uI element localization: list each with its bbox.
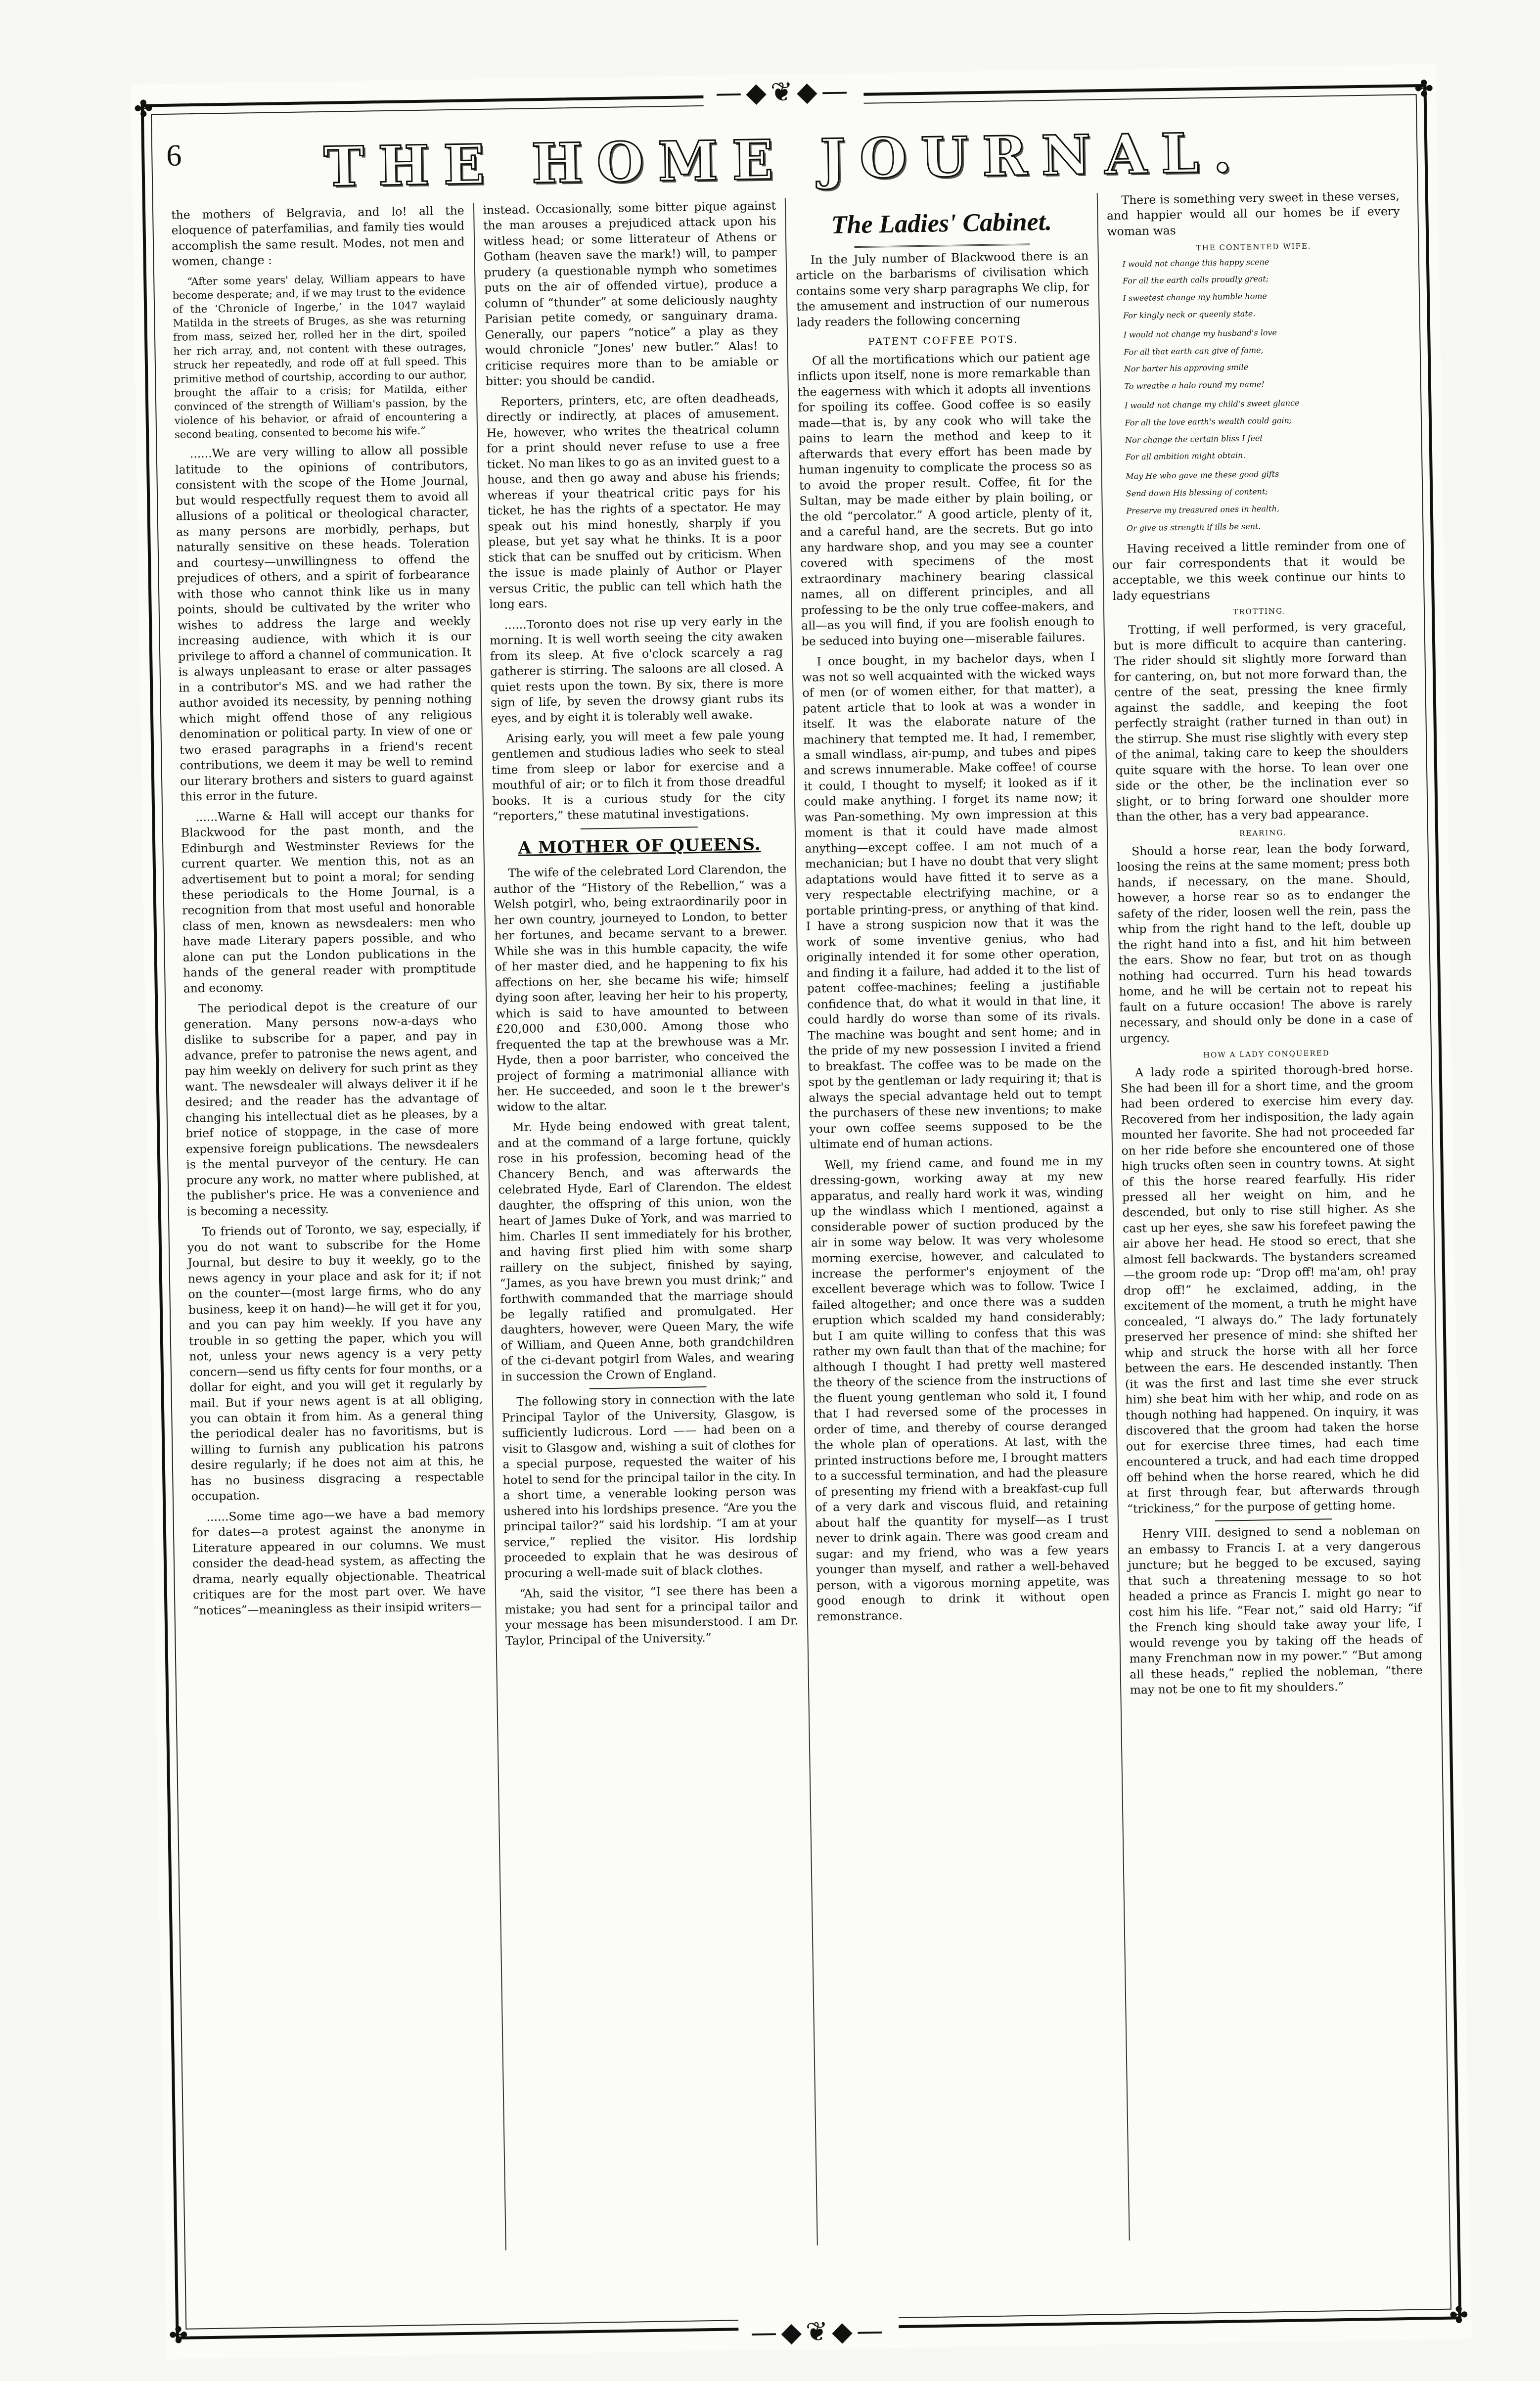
- paragraph: In the July number of Blackwood there is an article on the barbarisms of civilisation which contains some very sharp paragraphs We clip, for the amusement and instruction of our numerous lady readers the following concerning: [796, 248, 1089, 329]
- subheading: TROTTING.: [1233, 606, 1286, 617]
- corner-ornament-icon: ✤: [1414, 75, 1434, 102]
- section-divider: [581, 826, 698, 829]
- article-heading: A MOTHER OF QUEENS.: [518, 834, 761, 858]
- top-ornament-icon: —◆❦◆—: [703, 75, 864, 109]
- verse-line: May He who gave me these good gifts: [1126, 469, 1279, 481]
- verse-line: Nor barter his approving smile: [1124, 362, 1249, 374]
- paragraph: To friends out of Toronto, we say, especially, if you do not want to subscribe for the Home Journal, but desire to buy it weekly, go to the news agency in your place and ask for it; if not on the counter—(most large firms, who do any business, keep it on hand)—he will get it for you, and you can pay him weekly. If you have any trouble in so getting the paper, which you will not, unless your news agency is a very petty concern—send us fifty cents for four months, or a dollar for eight, and you will get it regularly by mail. But if your news agent is at all obliging, you can obtain it from him. As a general thing the periodical dealer has no favoritisms, but is willing to furnish any publication his patrons desire regularly; if he does not aim at this, he has no business disgracing a respectable occupation.: [187, 1220, 485, 1504]
- verse-line: For all the love earth's wealth could gain;: [1125, 415, 1292, 428]
- column-4: [1097, 188, 1440, 2240]
- section-divider: [1215, 1518, 1332, 1521]
- section-title: The Ladies' Cabinet.: [831, 207, 1052, 239]
- verse-line: Or give us strength if ills be sent.: [1126, 521, 1261, 533]
- corner-ornament-icon: ✤: [134, 95, 153, 122]
- subheading: REARING.: [1239, 828, 1287, 838]
- paragraph: instead. Occasionally, some bitter pique against the man arouses a prejudiced attack upon his witless head; or some litterateur of Athens or Gotham (heaven save the mark!) will, to pamper prudery (a questionable nymph who sometimes puts on the air of offended virtue), produce a column of “thunder” at some deliciously naughty Parisian petite comedy, or sanguinary drama. Generally, our papers “notice” a play as they would chronicle “Jones' new butler.” Alas! to criticise requires more than to be amiable or bitter: you should be candid.: [483, 198, 779, 389]
- paragraph: Reporters, printers, etc, are often deadheads, directly or indirectly, at places of amusement. He, however, who writes the theatrical column for a print should never refuse to use a free ticket. No man likes to go as an invited guest to a house, and then go away and abuse his friends; whereas if your theatrical critic pays for his ticket, he has the rights of a spectator. He may speak out his mind honestly, sharply if you please, but yet say what he thinks. It is a poor stick that can be snuffed out by criticism. When the issue is made plainly of Author or Player versus Critic, the public can tell which hath the long ears.: [486, 390, 782, 611]
- paragraph: I once bought, in my bachelor days, when I was not so well acquainted with the wicked ways of men (or of women either, for that matter), a patent article that to look at was a wonder in itself. It was the elaborate nature of the machinery that tempted me. It had, I remember, a small windlass, air-pump, and tubes and pipes and screws innumerable. Make coffee! of course it could, I thought to myself; it looked as if it could make anything. I forget its name now; it was Pan-something. My own impression at this moment is that it could have made almost anything—except coffee. I am not much of a mechanician; but I have no doubt that very slight adaptations would have fitted it to serve as a very respectable electrifying machine, or a portable printing-press, or anything of that kind. I have a strong suspicion now that it was the work of some inventive genius, who had originally intended it for some other operation, and finding it a failure, had added it to the list of patent coffee-machines; feeling a justifiable confidence that, do what it would in that line, it could hardly do worse than some of its rivals. The machine was bought and sent home; and in the pride of my new possession I invited a friend to breakfast. The coffee was to be made on the spot by the gentleman or lady requiring it; that is always the special advantage held out to tempt the purchasers of these new inventions; to make your own coffee seems supposed to be the ultimate end of human actions.: [802, 650, 1103, 1151]
- poem-title: THE CONTENTED WIFE.: [1196, 242, 1312, 253]
- paragraph: The periodical depot is the creature of our generation. Many persons now-a-days who dislike to subscribe for a paper, and pay in advance, prefer to patronise the news agent, and pay him weekly on delivery for such print as they want. The newsdealer will always deliver it if he desired; and the reader has the advantage of changing his intellectual diet as he pleases, by a brief notice of stoppage, in the case of more expensive foreign publications. The newsdealers is the mental purveyor of the century. He can procure any work, no matter where published, at the publisher's price. He was a convenience and is becoming a necessity.: [183, 997, 480, 1219]
- verse-line: Preserve my treasured ones in health,: [1126, 504, 1280, 516]
- paragraph: Well, my friend came, and found me in my dressing-gown, working away at my new apparatus, and really hard work it was, winding up the windlass which I mentioned, against a considerable power of suction produced by the air in some way below. It was very wholesome morning exercise, however, and calculated to increase the performer's enjoyment of the excellent beverage which was to follow. Twice I failed altogether; and once there was a sudden eruption which scalded my hand considerably; but I am quite willing to confess that this was rather my own fault than that of the machine; for although I thought I had pretty well mastered the theory of the science from the instructions of the fluent young gentleman who sold it, I found that I had reversed some of the processes in order of time, and thereby of course deranged the whole plan of operations. At last, with the printed instructions before me, I brought matters to a successful termination, and had the pleasure of presenting my friend with a breakfast-cup full of a very dark and viscous fluid, and retaining about half the quantity for myself—as I trust never to drink again. There was good cream and sugar: and my friend, who was a few years younger than myself, and rather a well-behaved person, with a vigorous morning appetite, was good enough to drink it without open remonstrance.: [810, 1153, 1110, 1624]
- paragraph: Mr. Hyde being endowed with great talent, and at the command of a large fortune, quickly rose in his profession, becoming head of the Chancery Bench, and was afterwards the celebrated Hyde, Earl of Clarendon. The eldest daughter, the offspring of this union, won the heart of James Duke of York, and was married to him. Charles II sent immediately for his brother, and having first plied him with some sharp raillery on the subject, finished by saying, “James, as you have brewn you must drink;” and forthwith commanded that the marriage should be legally ratified and promulgated. Her daughters, however, were Queen Mary, the wife of William, and Queen Anne, both grandchildren of the ci-devant potgirl from Wales, and wearing in succession the Crown of England.: [498, 1116, 794, 1384]
- paragraph: A lady rode a spirited thorough-bred horse. She had been ill for a short time, and the groom had been ordered to exercise him every day. Recovered from her indisposition, the lady again mounted her favorite. She had not proceeded far on her ride before she encountered one of those high trucks often seen in country towns. At sight of this the horse reared fearfully. His rider pressed all her weight on him, and he descended, but only to rise still higher. As she cast up her eyes, she saw his forefeet pawing the air above her head. He stood so erect, that she almost fell backwards. The bystanders screamed—the groom rode up: “Drop off! ma'am, oh! pray drop off!” he exclaimed, adding, in the excitement of the moment, a truth he might have concealed, “I always do.” The lady fortunately preserved her presence of mind: she shifted her whip and struck the horse with all her force between the ears. He descended instantly. Then (it was the first and last time she ever struck him) she beat him with her whip, and rode on as though nothing had happened. On inquiry, it was discovered that the groom had taken the horse out for exercise three times, had each time encountered a truck, and had each time dropped off behind when the horse reared, which he did at first through fear, but afterwards through “trickiness,” for the purpose of getting home.: [1120, 1061, 1420, 1516]
- paragraph: Having received a little reminder from one of our fair correspondents that it would be acceptable, we this week continue our hints to lady equestrians: [1112, 537, 1406, 603]
- bottom-ornament-icon: —◆❦◆—: [738, 2315, 899, 2348]
- paragraph: There is something very sweet in these verses, and happier would all our homes be if every woman was: [1106, 188, 1400, 239]
- verse-line: I sweetest change my humble home: [1123, 291, 1268, 303]
- verse-line: For all the earth calls proudly great;: [1122, 274, 1269, 286]
- column-3: [786, 193, 1130, 2245]
- verse-line: For kingly neck or queenly state.: [1123, 309, 1256, 321]
- paragraph: The wife of the celebrated Lord Clarendon, the author of the “History of the Rebellion,” was a Welsh potgirl, who, being extraordinarily poor in her own country, journeyed to London, to better her fortunes, and became servant to a brewer. While she was in this humble capacity, the wife of her master died, and he happening to fix his affections on her, she became his wife; himself dying soon after, leaving her heir to his property, which is said to have amounted to between £20,000 and £30,000. Among those who frequented the tap at the brewhouse was a Mr. Hyde, then a poor barrister, who conceived the project of forming a matrimonial alliance with her. He succeeded, and soon le t the brewer's widow to the altar.: [493, 862, 790, 1114]
- verse-line: Nor change the certain bliss I feel: [1125, 433, 1263, 445]
- corner-ornament-icon: ✤: [1449, 2301, 1469, 2329]
- section-divider: [589, 1386, 707, 1389]
- paragraph: ......Warne & Hall will accept our thanks for Blackwood for the past month, and the Edinburgh and Westminster Reviews for the current quarter. We mention this, not as an advertisement but to point a moral; for sending these periodicals to the Home Journal, is a recognition from that most useful and honorable class of men, known as newsdealers: men who have made Literary papers possible, and who alone can put the London publications in the hands of the general reader with promptitude and economy.: [181, 805, 476, 996]
- verse-line: To wreathe a halo round my name!: [1124, 379, 1265, 391]
- column-2: [474, 198, 817, 2250]
- paragraph: Arising early, you will meet a few pale young gentlemen and studious ladies who seek to steal time from sleep or labor for exercise and a mouthful of air; or to filch it from those dreadful books. It is a curious study for the city “reporters,” these matutinal investigations.: [491, 727, 786, 824]
- subheading: PATENT COFFEE POTS.: [868, 333, 1019, 348]
- masthead-title: THE HOME JOURNAL.: [323, 120, 1246, 199]
- paragraph: Should a horse rear, lean the body forward, loosing the reins at the same moment; press both hands, if necessary, on the mane. Should, however, a horse rear so as to endanger the safety of the rider, loosen well the rein, pass the whip from the right hand to the left, double up the right hand into a fist, and hit him between the ears. Show no fear, but trot on as though nothing had occurred. Turn his head towards home, and he will be certain not to repeat his fault on a future occasion! The above is rarely necessary, and should only be done in a case of urgency.: [1117, 840, 1413, 1046]
- paragraph: the mothers of Belgravia, and lo! all the eloquence of paterfamilias, and family ties would accomplish the same result. Modes, not men and women, change :: [171, 203, 465, 269]
- paragraph: ......Toronto does not rise up very early in the morning. It is well worth seeing the city awaken from its sleep. At five o'clock scarcely a rag gatherer is stirring. The saloons are all closed. A quiet rests upon the town. By six, there is more sign of life, by seven the drowsy giant rubs its eyes, and by eight it is tolerably well awake.: [490, 613, 784, 726]
- paragraph: ......Some time ago—we have a bad memory for dates—a protest against the anonyme in Literature appeared in our columns. We must consider the dead-head system, as affecting the drama, nearly equally objectionable. Theatrical critiques are for the most part over. We have “notices”—meaningless as their insipid writers—: [191, 1506, 486, 1618]
- verse-line: I would not change my child's sweet glance: [1124, 398, 1300, 411]
- column-1: [162, 203, 506, 2255]
- newspaper-page: [131, 64, 1472, 2360]
- verse-line: Send down His blessing of content;: [1126, 486, 1268, 499]
- quote-paragraph: “After some years' delay, William appears to have become desperate; and, if we may trust to the evidence of the ‘Chronicle of Ingerbe,’ in the 1047 waylaid Matilda in the streets of Bruges, as she was returning from mass, seized her, rolled her in the dirt, spoiled her rich array, and, not content with these outrages, struck her repeatedly, and rode off at full speed. This primitive method of courtship, according to our author, brought the affair to a crisis; for Matilda, either convinced of the strength of William's passion, by the violence of his behavior, or afraid of encountering a second beating, consented to become his wife.”: [172, 271, 468, 441]
- paragraph: Trotting, if well performed, is very graceful, but is more difficult to acquire than cantering. The rider should sit slightly more forward than for cantering, on, but not more forward than, the centre of the seat, pressing the knee firmly against the saddle, and keeping the foot perfectly straight (rather turned in than out) in the stirrup. She must rise slightly with every step of the animal, taking care to keep the shoulders quite square with the horse. To lean over one side or the other, be the inclination ever so slight, or to bring forward one shoulder more than the other, has a very bad appearance.: [1113, 618, 1409, 824]
- subheading: HOW A LADY CONQUERED: [1203, 1049, 1330, 1060]
- article-columns: [162, 188, 1441, 2255]
- section-divider: [854, 243, 1030, 248]
- verse-line: For all ambition might obtain.: [1125, 451, 1246, 462]
- verse-line: For all that earth can give of fame,: [1124, 345, 1264, 357]
- corner-ornament-icon: ✤: [169, 2321, 188, 2349]
- paragraph: ......We are very willing to allow all possible latitude to the opinions of contributors, consistent with the scope of the Home Journal, but would respectfully request them to avoid all allusions of a political or theological character, as many persons are morbidly, perhaps, but naturally sensitive on these heads. Toleration and courtesy—unwillingness to offend the prejudices of others, and a spirit of forbearance with those who cannot think like us in many points, should be cultivated by the writer who wishes to address the large and weekly increasing audience, with which it is our privilege to afford a channel of communication. It is always unpleasant to erase or alter passages in a contributor's MS. and we had rather the author avoided its necessity, by penning nothing which might offend those of any religious denomination or political party. In view of one or two erased paragraphs in a friend's recent contributions, we deem it may be well to remind our literary brothers and sisters to guard against this error in the future.: [175, 442, 473, 804]
- paragraph: Of all the mortifications which our patient age inflicts upon itself, none is more remarkable than the eagerness with which it adopts all inventions for spoiling its coffee. Good coffee is so easily made—that is, by any cook who will take the pains to learn the method and keep to it afterwards that every effort has been made by human ingenuity to complicate the process so as to avoid the proper result. Coffee, fit for the Sultan, may be made either by plain boiling, or the old “percolator.” A good article, plenty of it, and a careful hand, are the secrets. But go into any hardware shop, and you may see a counter covered with specimens of the most extraordinary machinery bearing classical names, all on different principles, and all professing to be the only true coffee-makers, and all—as you will find, if you are foolish enough to be seduced into buying one—miserable failures.: [797, 349, 1095, 648]
- paragraph: Henry VIII. designed to send a nobleman on an embassy to Francis I. at a very dangerous juncture; but he begged to be excused, saying that such a threatening message to so hot headed a prince as Francis I. might go near to cost him his life. “Fear not,” said old Harry; “if the French king should take away your life, I would revenge you by taking off the heads of many Frenchman now in my power.” “But among all these heads,” replied the nobleman, “there may not be one to fit my shoulders.”: [1128, 1522, 1423, 1697]
- paragraph: The following story in connection with the late Principal Taylor of the University, Glasgow, is sufficiently ludicrous. Lord —— had been on a visit to Glasgow and, wishing a suit of clothes for a special purpose, requested the waiter of his hotel to send for the principal tailor in the city. In a short time, a venerable looking person was ushered into his lordships presence. “Are you the principal tailor?” said his lordship. “I am at your service,” replied the visitor. His lordship proceeded to explain that he was desirous of procuring a well-made suit of black clothes.: [501, 1390, 798, 1581]
- paragraph: “Ah, said the visitor, “I see there has been a mistake; you had sent for a principal tailor and your message has been misunderstood. I am Dr. Taylor, Principal of the University.”: [504, 1582, 799, 1648]
- page-number: 6: [166, 138, 182, 173]
- verse-line: I would not change my husband's love: [1123, 327, 1277, 340]
- verse-line: I would not change this happy scene: [1122, 257, 1269, 269]
